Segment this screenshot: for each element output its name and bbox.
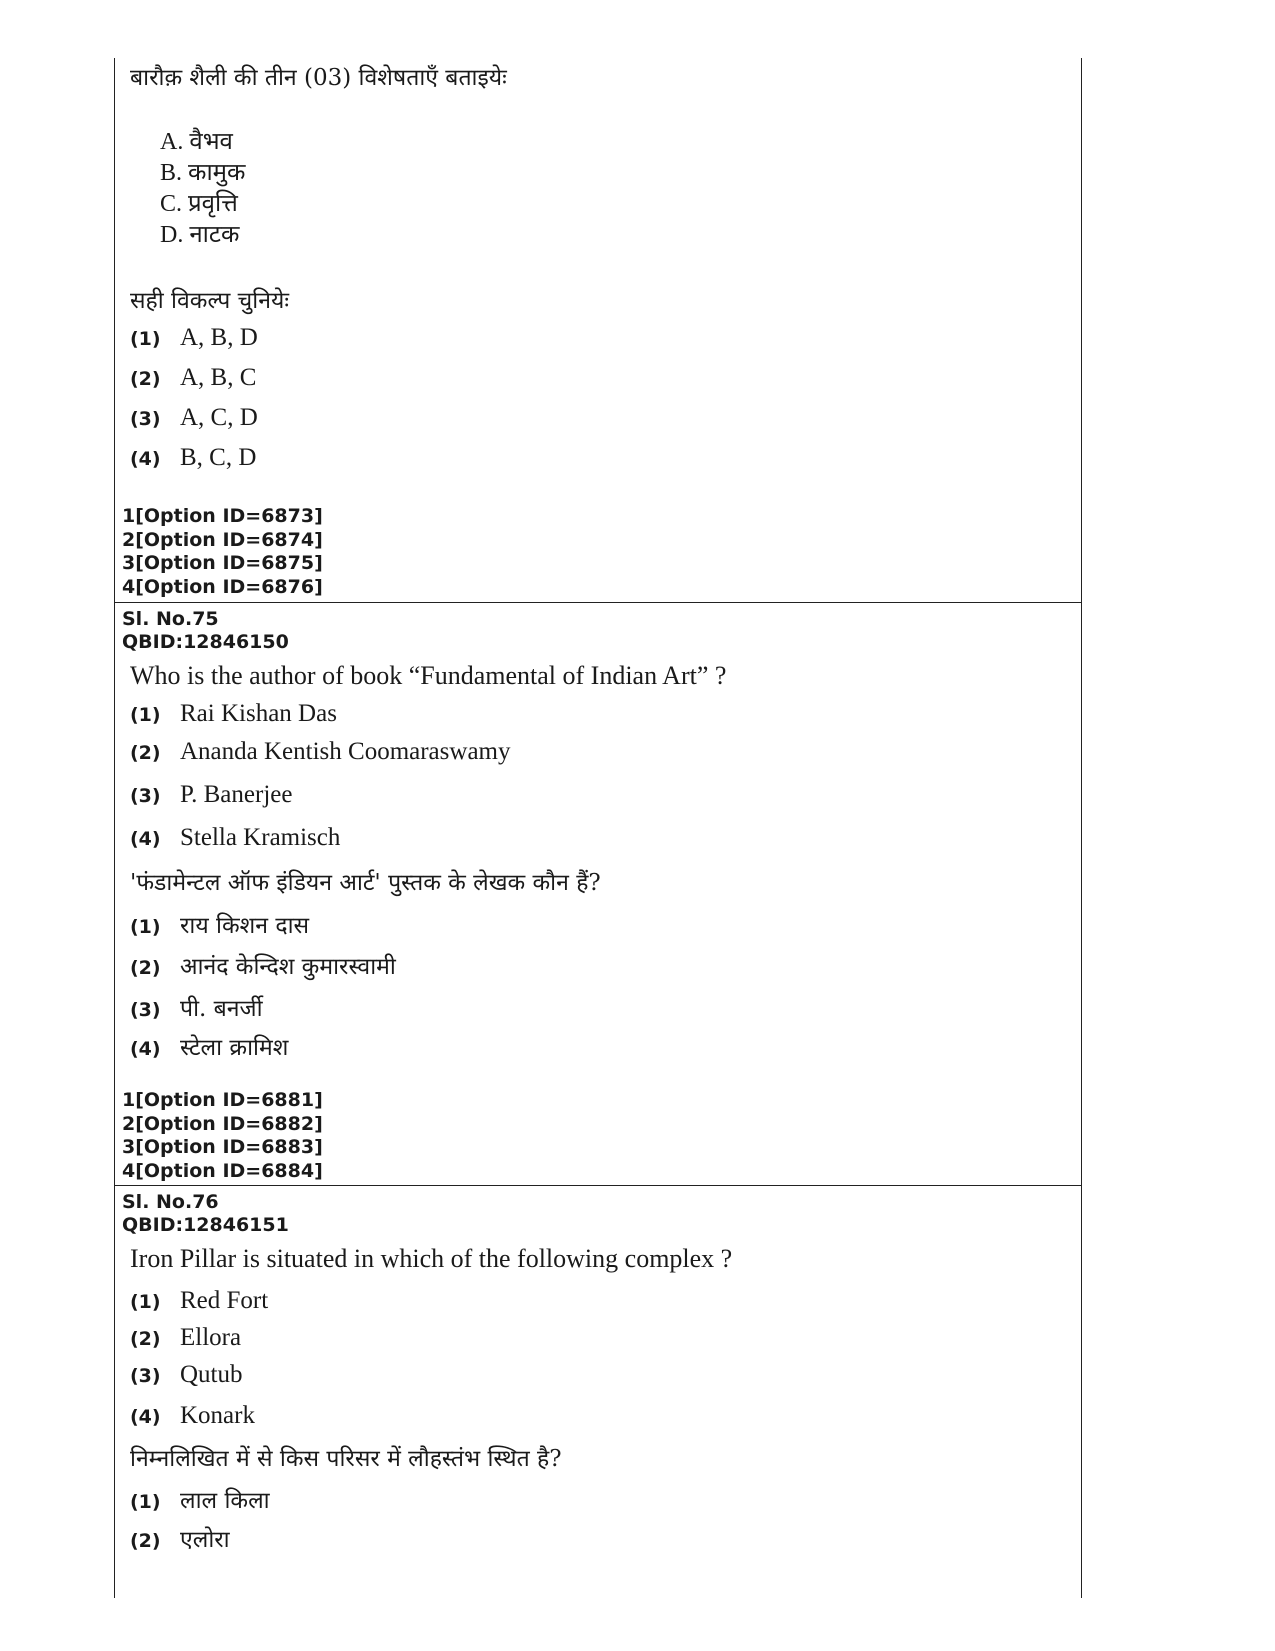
option-id: 4[Option ID=6884] [122, 1159, 323, 1182]
option-id-list [122, 505, 323, 599]
option-row: (1) राय किशन दास [130, 913, 310, 939]
question-stem-hindi: 'फंडामेन्टल ऑफ इंडियन आर्ट' पुस्तक के लेखक कौन हैं? [130, 870, 601, 896]
option-row: (4) Stella Kramisch [130, 824, 341, 851]
option-row: (3) पी. बनर्जी [130, 996, 263, 1022]
sub-item: D. नाटक [160, 222, 240, 248]
question-bank-id: QBID:12846151 [122, 1214, 289, 1236]
option-id: 1[Option ID=6881] [122, 1089, 323, 1111]
option-row: (2) Ananda Kentish Coomaraswamy [130, 738, 511, 765]
option-id: 1[Option ID=6873] [122, 505, 323, 527]
question-stem-hindi: बारौक़ शैली की तीन (03) विशेषताएँ बताइयेः [130, 65, 507, 91]
sub-item: A. वैभव [160, 129, 233, 155]
option-id: 3[Option ID=6883] [122, 1136, 323, 1158]
question-bank-id: QBID:12846150 [122, 631, 289, 653]
question-stem-english: Iron Pillar is situated in which of the following complex ? [130, 1244, 733, 1273]
option-row: (4) B, C, D [130, 444, 257, 471]
option-id-list [122, 1089, 323, 1183]
section-divider [114, 1185, 1082, 1186]
option-row: (2) एलोरा [130, 1527, 230, 1553]
question-stem-hindi: निम्नलिखित में से किस परिसर में लौहस्तंभ स्थित है? [130, 1446, 562, 1472]
option-row: (1) Rai Kishan Das [130, 700, 337, 727]
option-id: 3[Option ID=6875] [122, 552, 323, 574]
option-row: (4) Konark [130, 1402, 255, 1429]
sub-item: C. प्रवृत्ति [160, 191, 238, 217]
option-row: (1) लाल किला [130, 1488, 270, 1514]
option-row: (3) P. Banerjee [130, 781, 293, 808]
option-row: (2) आनंद केन्दिश कुमारस्वामी [130, 954, 396, 980]
option-row: (3) A, C, D [130, 404, 258, 431]
option-id: 4[Option ID=6876] [122, 575, 323, 598]
question-stem-english: Who is the author of book “Fundamental of Indian Art” ? [130, 661, 727, 690]
option-id: 2[Option ID=6874] [122, 528, 323, 551]
section-divider [114, 602, 1082, 603]
option-row: (1) Red Fort [130, 1287, 269, 1314]
choose-instruction: सही विकल्प चुनियेः [130, 288, 289, 314]
option-row: (2) Ellora [130, 1324, 242, 1351]
sub-item: B. कामुक [160, 160, 246, 186]
option-id: 2[Option ID=6882] [122, 1112, 323, 1135]
serial-number: Sl. No.76 [122, 1191, 219, 1213]
option-row: (2) A, B, C [130, 364, 257, 391]
option-row: (4) स्टेला क्रामिश [130, 1035, 289, 1061]
serial-number: Sl. No.75 [122, 608, 219, 630]
option-row: (1) A, B, D [130, 324, 258, 351]
option-row: (3) Qutub [130, 1361, 243, 1388]
